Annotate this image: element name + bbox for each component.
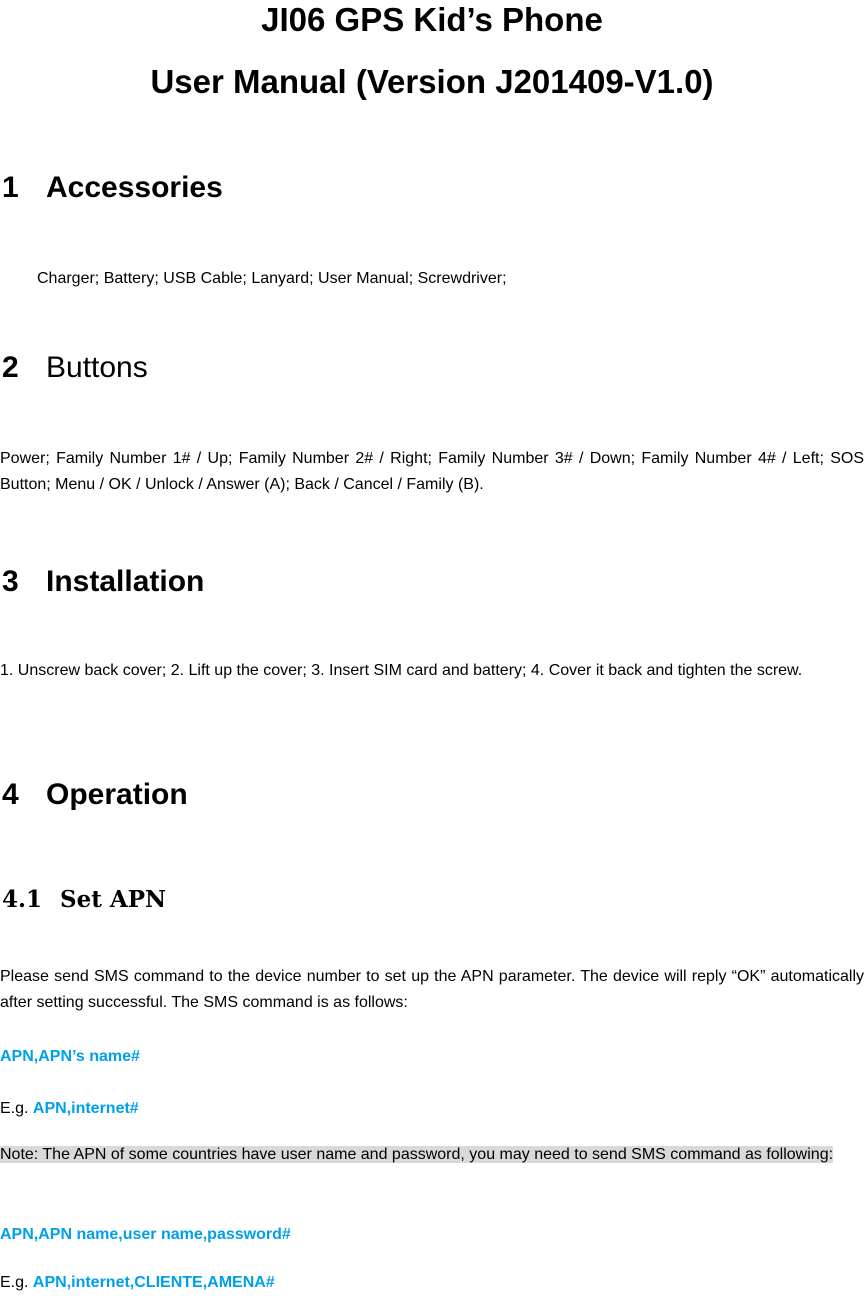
accessories-text: Charger; Battery; USB Cable; Lanyard; User Manual; Screwdriver;	[37, 270, 507, 287]
example-label: E.g.	[0, 1274, 33, 1291]
document-title-line1: JI06 GPS Kid’s Phone	[261, 1, 603, 38]
example-label: E.g.	[0, 1100, 33, 1117]
apn-auth-example-command: APN,internet,CLIENTE,AMENA#	[32, 1274, 275, 1291]
apn-auth-command-format: APN,APN name,user name,password#	[0, 1226, 291, 1243]
section-heading-operation	[2, 777, 188, 813]
section-number: 3	[2, 565, 19, 598]
section-number: 1	[2, 171, 19, 204]
apn-note	[0, 1142, 864, 1168]
section-heading-buttons	[2, 350, 148, 386]
installation-text: 1. Unscrew back cover; 2. Lift up the cover; 3. Insert SIM card and battery; 4. Cover it back and tighten the screw.	[0, 662, 803, 679]
document-title-line2: User Manual (Version J201409-V1.0)	[150, 63, 714, 100]
apn-auth-example-line	[0, 1270, 864, 1296]
apn-example-line	[0, 1096, 864, 1122]
subsection-title: Set APN	[60, 886, 167, 913]
section-title: Accessories	[46, 171, 223, 204]
subsection-number: 4.1	[2, 886, 43, 913]
apn-command-format: APN,APN’s name#	[0, 1048, 140, 1065]
subsection-heading-set-apn	[2, 885, 166, 915]
buttons-text: Power; Family Number 1# / Up; Family Number 2# / Right; Family Number 3# / Down; Family Number 4# / Left; SOS Button; Menu / OK / Unlock / Answer (A); Back / Cancel / Family (B).	[0, 450, 864, 493]
section-number: 4	[2, 778, 19, 811]
section-title: Operation	[46, 778, 188, 811]
section-number: 2	[2, 351, 19, 384]
section-heading-installation	[2, 564, 204, 600]
section-title: Installation	[46, 565, 205, 598]
apn-note-text: Note: The APN of some countries have user name and password, you may need to send SMS command as following:	[0, 1146, 834, 1163]
section-title: Buttons	[46, 351, 148, 384]
set-apn-intro: Please send SMS command to the device number to set up the APN parameter. The device will reply “OK” automatically after setting successful. The SMS command is as follows:	[0, 968, 864, 1011]
apn-example-command: APN,internet#	[32, 1100, 139, 1117]
section-heading-accessories	[2, 170, 223, 206]
